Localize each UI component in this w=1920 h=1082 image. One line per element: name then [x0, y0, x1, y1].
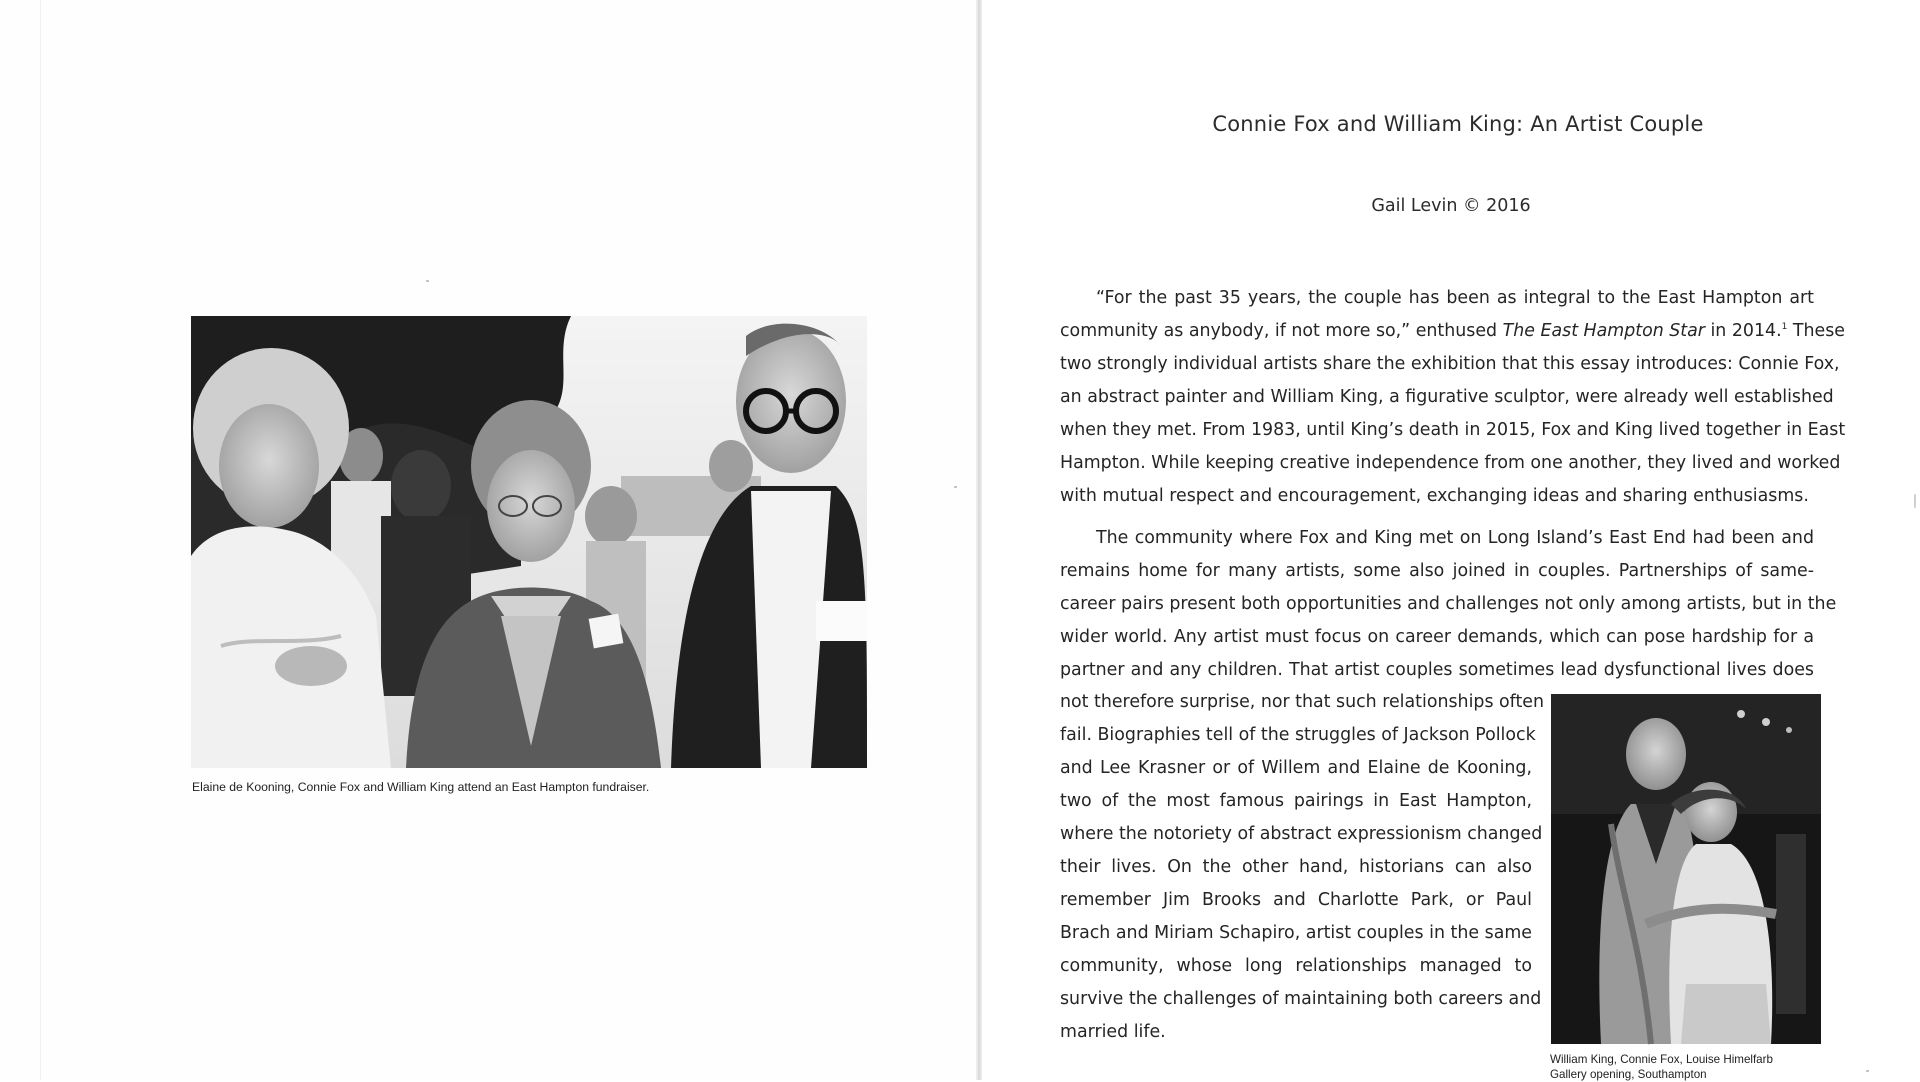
paragraph-1-line: an abstract painter and William King, a figurative sculptor, were already well established [1060, 387, 1834, 407]
paragraph-2-line: partner and any children. That artist couples sometimes lead dysfunctional lives does [1060, 660, 1814, 680]
paragraph-3-line: community, whose long relationships managed to [1060, 956, 1532, 976]
paragraph-1-line-text: community as anybody, if not more so,” enthused [1060, 321, 1503, 341]
page-edge-mark [1914, 494, 1916, 508]
paragraph-3-line: their lives. On the other hand, historians can also [1060, 857, 1532, 877]
paragraph-1-line [1060, 315, 1846, 348]
fundraiser-photo [191, 316, 867, 768]
paragraph-3-line: and Lee Krasner or of Willem and Elaine de Kooning, [1060, 758, 1532, 778]
paragraph-3-line: survive the challenges of maintaining both careers and [1060, 989, 1542, 1009]
essay-author: Gail Levin © 2016 [1371, 196, 1531, 216]
fundraiser-photo-image [191, 316, 867, 768]
paragraph-3-line: two of the most famous pairings in East Hampton, [1060, 791, 1532, 811]
paragraph-1-line-text: in 2014. [1704, 321, 1782, 341]
scan-speck [1866, 1070, 1869, 1072]
paragraph-2 [1060, 522, 1837, 687]
paragraph-1-line: “For the past 35 years, the couple has been as integral to the East Hampton art [1096, 288, 1814, 308]
gallery-opening-photo-caption [1550, 1052, 1850, 1082]
paragraph-1-line-text: These [1787, 321, 1846, 341]
paragraph-1 [1060, 282, 1846, 513]
caption-line: Gallery opening, Southampton [1550, 1068, 1707, 1081]
paragraph-3-line: where the notoriety of abstract expressionism changed [1060, 824, 1543, 844]
book-gutter [976, 0, 982, 1080]
paragraph-2-line: The community where Fox and King met on Long Island’s East End had been and [1096, 528, 1814, 548]
paragraph-1-line: with mutual respect and encouragement, exchanging ideas and sharing enthusiasms. [1060, 486, 1809, 506]
paragraph-3 [1060, 686, 1545, 1049]
page-edge-line [40, 0, 41, 1080]
gallery-opening-photo-image [1551, 694, 1821, 1044]
paragraph-2-line: wider world. Any artist must focus on career demands, which can pose hardship for a [1060, 627, 1814, 647]
caption-line: William King, Connie Fox, Louise Himelfarb [1550, 1053, 1773, 1066]
paragraph-3-line: fail. Biographies tell of the struggles of Jackson Pollock [1060, 725, 1536, 745]
paragraph-3-line: remember Jim Brooks and Charlotte Park, or Paul [1060, 890, 1532, 910]
paragraph-2-line: career pairs present both opportunities and challenges not only among artists, but in the [1060, 594, 1837, 614]
paragraph-3-line: Brach and Miriam Schapiro, artist couples in the same [1060, 923, 1532, 943]
newspaper-title: The East Hampton Star [1502, 321, 1705, 341]
paragraph-1-line: two strongly individual artists share the exhibition that this essay introduces: Connie Fox, [1060, 354, 1840, 374]
scan-speck [954, 486, 957, 488]
scan-speck [426, 280, 429, 282]
paragraph-3-line: married life. [1060, 1022, 1166, 1042]
paragraph-1-line: when they met. From 1983, until King’s death in 2015, Fox and King lived together in East [1060, 420, 1846, 440]
gallery-opening-photo [1551, 694, 1821, 1044]
essay-title: Connie Fox and William King: An Artist Couple [1212, 112, 1704, 136]
paragraph-3-line: not therefore surprise, nor that such relationships often [1060, 692, 1545, 712]
fundraiser-photo-caption: Elaine de Kooning, Connie Fox and William King attend an East Hampton fundraiser. [192, 780, 650, 794]
footnote-marker: 1 [1781, 322, 1788, 333]
paragraph-2-line: remains home for many artists, some also joined in couples. Partnerships of same- [1060, 561, 1814, 581]
paragraph-1-line: Hampton. While keeping creative independence from one another, they lived and worked [1060, 453, 1841, 473]
